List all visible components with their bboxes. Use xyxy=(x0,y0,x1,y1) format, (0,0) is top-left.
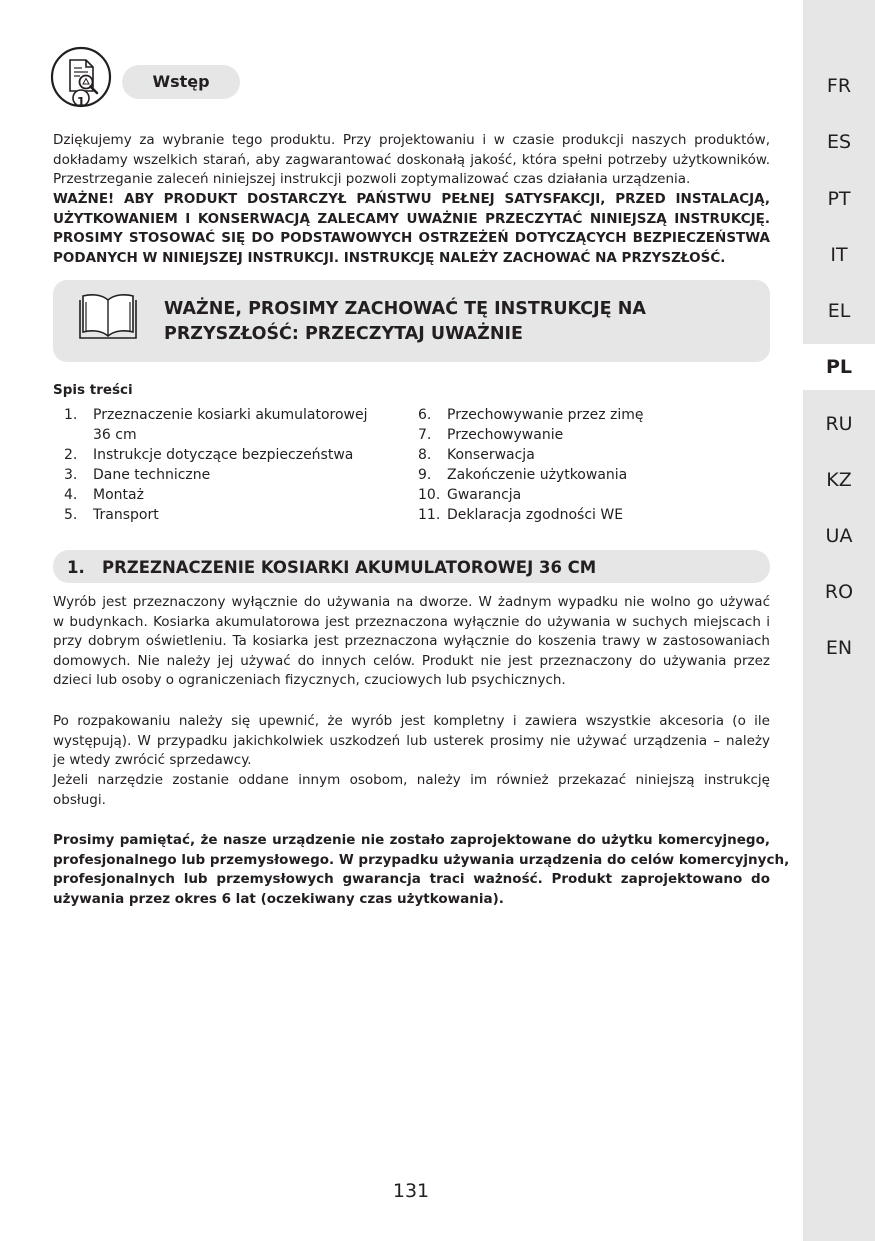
section-1-paragraph-4 xyxy=(53,831,790,909)
toc-item-number: 11. xyxy=(418,507,441,523)
toc-item[interactable] xyxy=(64,485,384,505)
toc-item-label: Przechowywanie przez zimę xyxy=(447,407,644,423)
lang-tab-it[interactable]: IT xyxy=(830,244,848,266)
toc-item[interactable] xyxy=(418,445,718,465)
important-line-1: WAŻNE, PROSIMY ZACHOWAĆ TĘ INSTRUKCJĘ NA xyxy=(164,299,646,319)
text-line: profesjonalnego lub przemysłowego. W przypadku używania urządzenia do celów komercyjnych, xyxy=(53,851,790,868)
intro-title: Wstęp xyxy=(122,65,240,99)
text-line: obsługi. xyxy=(53,791,106,808)
text-line: Prosimy pamiętać, że nasze urządzenie nie zostało zaprojektowane do użytku komercyjnego, xyxy=(53,832,770,848)
toc-item-label: Instrukcje dotyczące bezpieczeństwa xyxy=(93,447,354,463)
toc-item-number: 9. xyxy=(418,467,432,483)
text-line: dokładamy wszelkich starań, aby zagwarantować doskonałą jakość, która spełni potrzeby użytkowników. xyxy=(53,151,770,168)
toc-item-label: Zakończenie użytkowania xyxy=(447,467,628,483)
text-line: profesjonalnych lub przemysłowych gwarancja traci ważność. Produkt zaprojektowano do xyxy=(53,871,770,887)
important-notice-box xyxy=(53,280,770,362)
toc-item-label: Gwarancja xyxy=(447,487,522,503)
toc-item-label-cont: 36 cm xyxy=(93,427,137,443)
page-number: 131 xyxy=(392,1180,430,1202)
text-line: Jeżeli narzędzie zostanie oddane innym osobom, należy im również przekazać niniejszą instrukcję xyxy=(53,772,770,788)
toc-item-label: Deklaracja zgodności WE xyxy=(447,507,624,523)
section-1-paragraph-3 xyxy=(53,771,770,810)
lang-tab-kz[interactable]: KZ xyxy=(826,469,852,491)
toc-item-number: 8. xyxy=(418,447,432,463)
lang-tab-pl[interactable]: PL xyxy=(803,344,875,390)
toc-item-number: 7. xyxy=(418,427,432,443)
text-line: PROSIMY STOSOWAĆ SIĘ DO PODSTAWOWYCH OSTRZEŻEŃ DOTYCZĄCYCH BEZPIECZEŃSTWA xyxy=(53,230,770,246)
toc-item[interactable] xyxy=(418,465,718,485)
important-notice-text xyxy=(164,297,646,347)
text-line: PODANYCH W NINIEJSZEJ INSTRUKCJI. INSTRUKCJĘ NALEŻY ZACHOWAĆ NA PRZYSZŁOŚĆ. xyxy=(53,249,726,266)
language-sidebar xyxy=(803,0,875,1241)
toc-item-label: Przeznaczenie kosiarki akumulatorowej xyxy=(93,407,368,423)
toc-item[interactable] xyxy=(418,505,718,525)
toc-item-label: Transport xyxy=(93,507,159,523)
lang-tab-fr[interactable]: FR xyxy=(826,75,852,97)
text-line: w budynkach. Kosiarka akumulatorowa jest przeznaczona wyłącznie do używania w suchych miejscach i xyxy=(53,613,770,630)
toc-item[interactable] xyxy=(64,445,384,465)
lang-tab-en[interactable]: EN xyxy=(825,637,853,659)
lang-tab-pt[interactable]: PT xyxy=(827,188,851,210)
toc-item[interactable] xyxy=(64,465,384,485)
text-line: dzieci lub osoby o ograniczeniach fizycznych, czuciowych lub psychicznych. xyxy=(53,672,566,688)
toc-item-number: 2. xyxy=(64,447,78,463)
important-line-2: PRZYSZŁOŚĆ: PRZECZYTAJ UWAŻNIE xyxy=(164,324,523,344)
text-line: Dziękujemy za wybranie tego produktu. Przy projektowaniu i w czasie produkcji naszych produktów, xyxy=(53,132,770,148)
toc-item-number: 4. xyxy=(64,487,78,503)
text-line: Po rozpakowaniu należy się upewnić, że wyrób jest kompletny i zawiera wszystkie akcesoria (o ile xyxy=(53,713,770,729)
toc-item-label: Montaż xyxy=(93,487,144,503)
section-1-paragraph-2 xyxy=(53,712,770,771)
toc-item-number: 1. xyxy=(64,407,78,423)
toc-item-number: 10. xyxy=(418,487,441,503)
toc-item[interactable] xyxy=(64,405,384,445)
intro-icon-number: 1 xyxy=(76,95,86,109)
text-line: WAŻNE! ABY PRODUKT DOSTARCZYŁ PAŃSTWU PEŁNEJ SATYSFAKCJI, PRZED INSTALACJĄ, xyxy=(53,191,770,207)
toc-item-label: Dane techniczne xyxy=(93,467,211,483)
lang-tab-ua[interactable]: UA xyxy=(825,525,853,547)
lang-tab-ru[interactable]: RU xyxy=(825,413,853,435)
intro-paragraph xyxy=(53,131,770,190)
toc-item[interactable] xyxy=(418,425,718,445)
toc-item[interactable] xyxy=(64,505,384,525)
toc-item-label: Przechowywanie xyxy=(447,427,564,443)
text-line: je wtedy zwrócić sprzedawcy. xyxy=(53,752,252,768)
lang-tab-es[interactable]: ES xyxy=(826,131,852,153)
toc-item[interactable] xyxy=(418,485,718,505)
toc-item-number: 6. xyxy=(418,407,432,423)
section-1-paragraph-1 xyxy=(53,593,770,691)
text-line: występują). W przypadku jakichkolwiek uszkodzeń lub usterek prosimy nie używać urządzenia – należy xyxy=(53,732,770,749)
toc-item[interactable] xyxy=(418,405,718,425)
text-line: przy dobrym oświetleniu. Ta kosiarka jest przeznaczona wyłącznie do koszenia trawy w zastosowaniach xyxy=(53,633,770,649)
section-1-heading: 1. PRZEZNACZENIE KOSIARKI AKUMULATOROWEJ 36 CM xyxy=(53,550,770,583)
open-book-icon xyxy=(77,292,139,344)
toc-title: Spis treści xyxy=(53,382,133,398)
toc-right-column xyxy=(418,405,718,525)
toc-item-label: Konserwacja xyxy=(447,447,535,463)
toc-left-column xyxy=(64,405,384,525)
text-line: UŻYTKOWANIEM I KONSERWACJĄ ZALECAMY UWAŻNIE PRZECZYTAĆ NINIEJSZĄ INSTRUKCJĘ. xyxy=(53,210,770,227)
text-line: używania przez okres 6 lat (oczekiwany czas użytkowania). xyxy=(53,890,504,907)
text-line: domowych. Nie należy jej używać do innych celów. Produkt nie jest przeznaczony do używania przez xyxy=(53,652,770,669)
lang-tab-el[interactable]: EL xyxy=(827,300,851,322)
toc-item-number: 3. xyxy=(64,467,78,483)
text-line: Przestrzeganie zaleceń niniejszej instrukcji pozwoli zoptymalizować czas działania urządzenia. xyxy=(53,171,691,187)
intro-warning xyxy=(53,190,770,268)
toc-item-number: 5. xyxy=(64,507,78,523)
lang-tab-ro[interactable]: RO xyxy=(824,581,854,603)
text-line: Wyrób jest przeznaczony wyłącznie do używania na dworze. W żadnym wypadku nie wolno go używać xyxy=(53,594,770,610)
